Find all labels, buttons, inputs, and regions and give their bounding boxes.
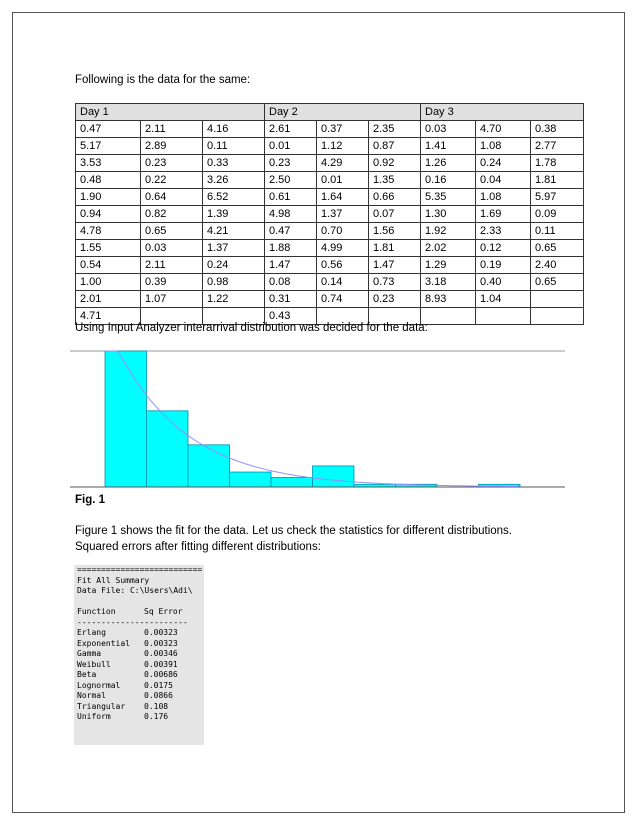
table-cell: 3.26 [203,172,265,189]
histogram-figure [70,345,565,491]
table-cell: 2.35 [369,121,421,138]
summary-row [74,670,204,681]
table-cell: 1.92 [421,223,476,240]
fit-summary-screenshot [74,565,204,745]
table-cell: 0.24 [203,257,265,274]
table-cell: 2.50 [265,172,317,189]
table-row [76,206,584,223]
table-cell: 0.24 [476,155,531,172]
summary-row [74,649,204,660]
table-cell: 1.37 [203,240,265,257]
histogram-bar [105,351,147,487]
table-cell: 0.16 [421,172,476,189]
table-cell: 0.74 [317,291,369,308]
table-cell: 4.70 [476,121,531,138]
summary-title: Fit All Summary [77,575,150,585]
table-cell: 4.21 [203,223,265,240]
intro-text: Following is the data for the same: [75,74,251,86]
histogram-bar [188,445,230,487]
table-cell: 5.17 [76,138,141,155]
table-cell: 1.04 [476,291,531,308]
table-row [76,155,584,172]
table-cell: 0.40 [476,274,531,291]
function-name: Lognormal [77,680,121,690]
table-cell: 1.26 [421,155,476,172]
sq-error-value: 0.00686 [144,670,178,679]
day-header: Day 3 [421,104,584,121]
function-name: Triangular [77,701,126,711]
table-cell: 2.01 [76,291,141,308]
table-cell: 5.35 [421,189,476,206]
table-cell: 1.00 [76,274,141,291]
sq-error-value: 0.0175 [144,680,173,690]
table-cell: 1.47 [265,257,317,274]
table-cell: 1.29 [421,257,476,274]
table-cell: 6.52 [203,189,265,206]
table-cell: 1.12 [317,138,369,155]
table-cell: 0.01 [317,172,369,189]
function-name: Gamma [77,649,102,658]
table-cell: 0.04 [476,172,531,189]
table-cell: 0.14 [317,274,369,291]
table-cell: 0.65 [531,240,584,257]
table-cell: 0.61 [265,189,317,206]
histogram-bar [230,472,272,487]
paragraph-line: Figure 1 shows the fit for the data. Let us check the statistics for different distributions. [75,525,513,537]
table-row [76,291,584,308]
table-cell: 1.81 [531,172,584,189]
table-cell: 0.11 [203,138,265,155]
table-cell: 0.03 [141,240,203,257]
table-cell: 0.03 [421,121,476,138]
function-name: Beta [77,670,97,679]
figure-label: Fig. 1 [75,494,106,506]
sq-error-value: 0.00391 [144,659,178,669]
table-cell: 4.98 [265,206,317,223]
table-cell: 0.22 [141,172,203,189]
sq-error-value: 0.108 [144,701,169,711]
table-header-row [76,104,584,121]
table-cell: 1.22 [203,291,265,308]
table-cell: 0.82 [141,206,203,223]
sq-error-value: 0.0866 [144,691,173,700]
table-cell: 0.33 [203,155,265,172]
table-cell: 1.35 [369,172,421,189]
sq-error-value: 0.00323 [144,638,178,648]
table-row [76,138,584,155]
table-row [76,172,584,189]
table-cell: 1.41 [421,138,476,155]
summary-row [74,712,204,723]
summary-row [74,628,204,639]
summary-data-file: Data File: C:\Users\Adi\ [77,586,193,595]
histogram-bar [147,411,189,487]
table-cell: 2.33 [476,223,531,240]
table-cell: 0.09 [531,206,584,223]
table-cell: 1.37 [317,206,369,223]
table-cell: 3.53 [76,155,141,172]
table-cell: 1.47 [369,257,421,274]
table-cell: 0.48 [76,172,141,189]
summary-header-row [74,607,204,618]
function-name: Erlang [77,628,106,637]
sq-error-value: 0.00323 [144,628,178,637]
table-cell: 0.11 [531,223,584,240]
table-cell: 0.64 [141,189,203,206]
table-cell: 1.39 [203,206,265,223]
table-cell: 0.19 [476,257,531,274]
table-cell: 1.78 [531,155,584,172]
table-cell: 1.30 [421,206,476,223]
summary-rows [74,628,204,723]
sq-error-header: Sq Error [144,607,183,616]
table-cell: 0.92 [369,155,421,172]
table-cell: 0.94 [76,206,141,223]
sq-error-value: 0.176 [144,712,169,721]
table-cell: 8.93 [421,291,476,308]
summary-row [74,681,204,692]
table-cell [421,308,476,325]
function-name: Exponential [77,638,130,648]
table-cell: 3.18 [421,274,476,291]
table-cell: 0.39 [141,274,203,291]
table-row [76,223,584,240]
table-cell [476,308,531,325]
histogram-bar [271,477,313,487]
paragraph-line: Squared errors after fitting different distributions: [75,541,321,553]
analyzer-text: Using Input Analyzer interarrival distribution was decided for the data: [75,322,428,334]
table-cell: 0.47 [265,223,317,240]
day-header: Day 2 [265,104,421,121]
table-cell: 0.54 [76,257,141,274]
histogram-bar [313,466,355,487]
function-header: Function [77,607,116,616]
interarrival-data-table [75,103,584,325]
table-cell: 5.97 [531,189,584,206]
table-cell: 1.08 [476,189,531,206]
summary-dash-rule: ----------------------- [77,617,188,627]
table-cell: 0.23 [265,155,317,172]
summary-row [74,702,204,713]
table-cell: 1.64 [317,189,369,206]
table-cell: 0.38 [531,121,584,138]
table-cell: 0.23 [141,155,203,172]
table-row [76,274,584,291]
table-cell: 0.37 [317,121,369,138]
table-cell: 2.89 [141,138,203,155]
table-cell: 4.16 [203,121,265,138]
table-cell: 2.40 [531,257,584,274]
table-cell: 0.56 [317,257,369,274]
table-cell: 0.31 [265,291,317,308]
table-cell: 0.43 [265,308,317,325]
table-cell: 0.12 [476,240,531,257]
table-cell [531,291,584,308]
table-cell: 1.55 [76,240,141,257]
table-row [76,189,584,206]
table-cell: 0.47 [76,121,141,138]
table-cell: 0.08 [265,274,317,291]
sq-error-value: 0.00346 [144,649,178,658]
table-cell: 0.87 [369,138,421,155]
table-cell: 1.88 [265,240,317,257]
table-cell: 4.71 [76,308,141,325]
table-cell: 2.02 [421,240,476,257]
paragraph [75,523,512,555]
table-cell: 1.56 [369,223,421,240]
table-row [76,257,584,274]
table-cell: 2.77 [531,138,584,155]
table-cell: 0.23 [369,291,421,308]
function-name: Uniform [77,712,111,721]
table-cell: 1.90 [76,189,141,206]
table-cell: 4.99 [317,240,369,257]
table-cell: 1.07 [141,291,203,308]
table-cell: 0.65 [141,223,203,240]
table-cell: 0.70 [317,223,369,240]
table-cell: 0.73 [369,274,421,291]
table-row [76,240,584,257]
table-cell: 2.61 [265,121,317,138]
table-cell: 1.69 [476,206,531,223]
table-cell: 0.07 [369,206,421,223]
day-header: Day 1 [76,104,265,121]
table-cell [531,308,584,325]
summary-row [74,691,204,702]
table-cell: 1.08 [476,138,531,155]
function-name: Normal [77,691,106,700]
summary-row [74,639,204,650]
table-cell: 0.98 [203,274,265,291]
table-row [76,121,584,138]
function-name: Weibull [77,659,111,669]
summary-row [74,660,204,671]
table-cell: 4.78 [76,223,141,240]
summary-rule: ========================== [77,565,203,574]
table-cell: 0.01 [265,138,317,155]
table-cell: 4.29 [317,155,369,172]
table-cell: 2.11 [141,257,203,274]
table-cell: 1.81 [369,240,421,257]
table-cell: 0.66 [369,189,421,206]
table-cell: 2.11 [141,121,203,138]
table-cell: 0.65 [531,274,584,291]
